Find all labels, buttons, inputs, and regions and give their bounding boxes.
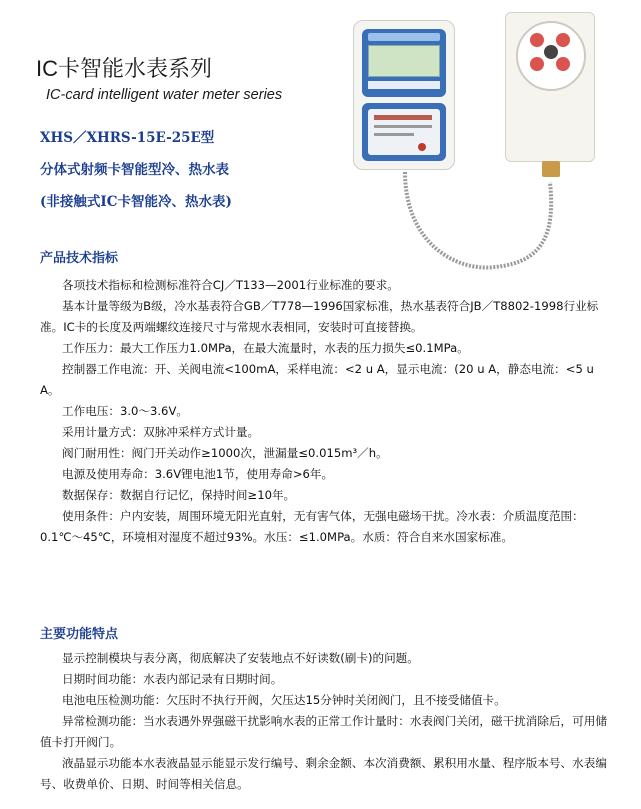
spec-paragraph: 阀门耐用性：阀门开关动作≥1000次，泄漏量≤0.015m³／h。 xyxy=(62,446,388,460)
spec-paragraph: 电源及使用寿命：3.6V锂电池1节，使用寿命>6年。 xyxy=(62,467,334,481)
spec-paragraph: 数据保存：数据自行记忆，保持时间≥10年。 xyxy=(62,488,296,502)
feature-paragraph: 电池电压检测功能：欠压时不执行开阀，欠压达15分钟时关闭阀门，且不接受储值卡。 xyxy=(62,693,506,707)
feature-paragraph: 液晶显示功能本水表液晶显示能显示发行编号、剩余金额、本次消费额、累积用水量、程序版本号、水表编号、收费单价、日期、时间等相关信息。 xyxy=(40,756,607,791)
page-title: IC卡智能水表系列 xyxy=(36,56,213,81)
specs-heading: 产品技术指标 xyxy=(40,251,119,266)
spec-paragraph: 工作电压：3.0～3.6V。 xyxy=(62,404,188,418)
product-photo xyxy=(345,12,610,302)
product-subtitle-2: (非接触式IC卡智能冷、热水表) xyxy=(40,194,232,210)
features-body xyxy=(40,648,610,795)
product-subtitle-1: 分体式射频卡智能型冷、热水表 xyxy=(40,162,229,178)
water-meter-icon xyxy=(505,12,595,162)
spec-paragraph: 采用计量方式：双脉冲采样方式计量。 xyxy=(62,425,260,439)
features-heading: 主要功能特点 xyxy=(40,627,119,642)
display-unit-icon xyxy=(353,20,455,170)
spec-paragraph: 各项技术指标和检测标准符合CJ／T133—2001行业标准的要求。 xyxy=(62,278,399,292)
page-subtitle-english: IC-card intelligent water meter series xyxy=(46,87,283,103)
feature-paragraph: 日期时间功能：水表内部记录有日期时间。 xyxy=(62,672,283,686)
spec-paragraph: 控制器工作电流：开、关阀电流<100mA，采样电流：<2 u A，显示电流：(20 u A，静态电流：<5 u A。 xyxy=(40,362,594,397)
spec-paragraph: 基本计量等级为B级，冷水基表符合GB／T778—1996国家标准，热水基表符合JB／T8802-1998行业标准。IC卡的长度及两端螺纹连接尺寸与常规水表相同，安装时可直接替换。 xyxy=(40,299,599,334)
feature-paragraph: 显示控制模块与表分离，彻底解决了安装地点不好读数(刷卡)的问题。 xyxy=(62,651,419,665)
product-model: XHS／XHRS-15E-25E型 xyxy=(40,130,215,146)
specs-body xyxy=(40,275,610,548)
feature-paragraph: 异常检测功能：当水表遇外界强磁干扰影响水表的正常工作计量时：水表阀门关闭，磁干扰消除后，可用储值卡打开阀门。 xyxy=(40,714,607,749)
spec-paragraph: 使用条件：户内安装，周围环境无阳光直射，无有害气体，无强电磁场干扰。冷水表：介质温度范围：0.1℃～45℃，环境相对湿度不超过93%。水压：≤1.0MPa。水质：符合自来水国家标准。 xyxy=(40,509,584,544)
spec-paragraph: 工作压力：最大工作压力1.0MPa，在最大流量时，水表的压力损失≤0.1MPa。 xyxy=(62,341,469,355)
